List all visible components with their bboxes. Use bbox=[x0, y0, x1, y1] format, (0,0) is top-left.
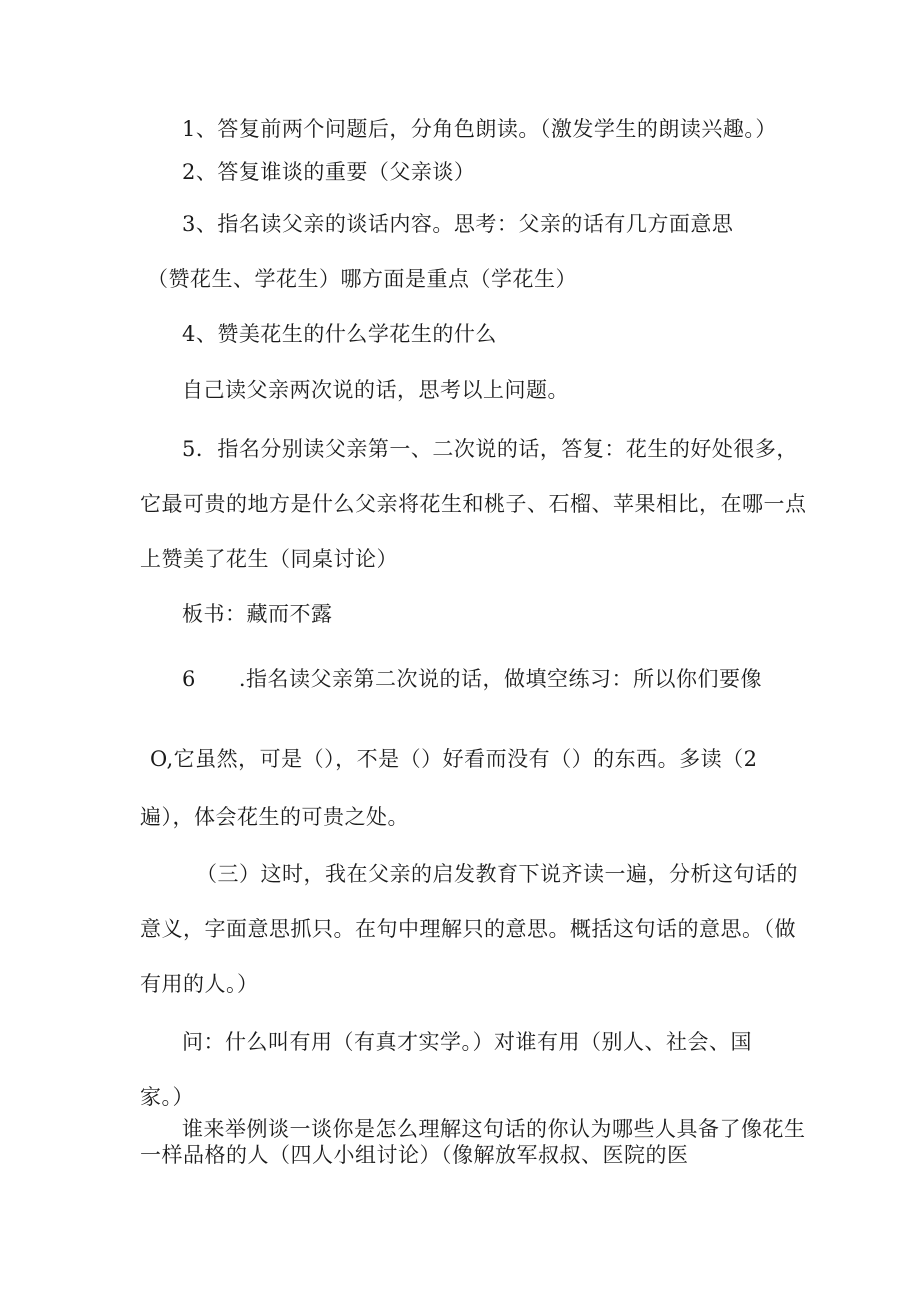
paragraph-line: 5．指名分别读父亲第一、二次说的话，答复：花生的好处很多， bbox=[182, 437, 798, 461]
paragraph-line: 上赞美了花生（同桌讨论） bbox=[140, 547, 398, 571]
paragraph-line: 6 .指名读父亲第二次说的话，做填空练习：所以你们要像 bbox=[182, 667, 763, 691]
paragraph-line: 1、答复前两个问题后，分角色朗读。（激发学生的朗读兴趣。） bbox=[182, 117, 777, 141]
paragraph-line: 一样品格的人（四人小组讨论）（像解放军叔叔、医院的医 bbox=[140, 1143, 689, 1167]
paragraph-line: 4、赞美花生的什么学花生的什么 bbox=[182, 322, 497, 346]
paragraph-line: 问：什么叫有用（有真才实学。）对谁有用（别人、社会、国 bbox=[182, 1030, 752, 1054]
paragraph-line: 家。） bbox=[140, 1085, 194, 1109]
paragraph-line: 意义，字面意思抓只。在句中理解只的意思。概括这句话的意思。（做 bbox=[140, 917, 796, 941]
paragraph-line: 有用的人。） bbox=[140, 972, 259, 996]
paragraph-line: 遍），体会花生的可贵之处。 bbox=[140, 805, 409, 829]
paragraph-line: 2、答复谁谈的重要（父亲谈） bbox=[182, 160, 476, 184]
paragraph-line: 谁来举例谈一谈你是怎么理解这句话的你认为哪些人具备了像花生 bbox=[182, 1117, 806, 1141]
paragraph-line: （赞花生、学花生）哪方面是重点（学花生） bbox=[147, 267, 577, 291]
paragraph-line: 板书：藏而不露 bbox=[182, 602, 333, 626]
paragraph-line: 自己读父亲两次说的话，思考以上问题。 bbox=[182, 378, 569, 402]
paragraph-line: 它最可贵的地方是什么父亲将花生和桃子、石榴、苹果相比，在哪一点 bbox=[140, 492, 807, 516]
paragraph-line: （三）这时，我在父亲的启发教育下说齐读一遍，分析这句话的 bbox=[196, 862, 798, 886]
paragraph-line: 3、指名读父亲的谈话内容。思考：父亲的话有几方面意思 bbox=[182, 212, 734, 236]
paragraph-line: O,它虽然，可是（），不是（）好看而没有（）的东西。多读（2 bbox=[150, 747, 758, 771]
